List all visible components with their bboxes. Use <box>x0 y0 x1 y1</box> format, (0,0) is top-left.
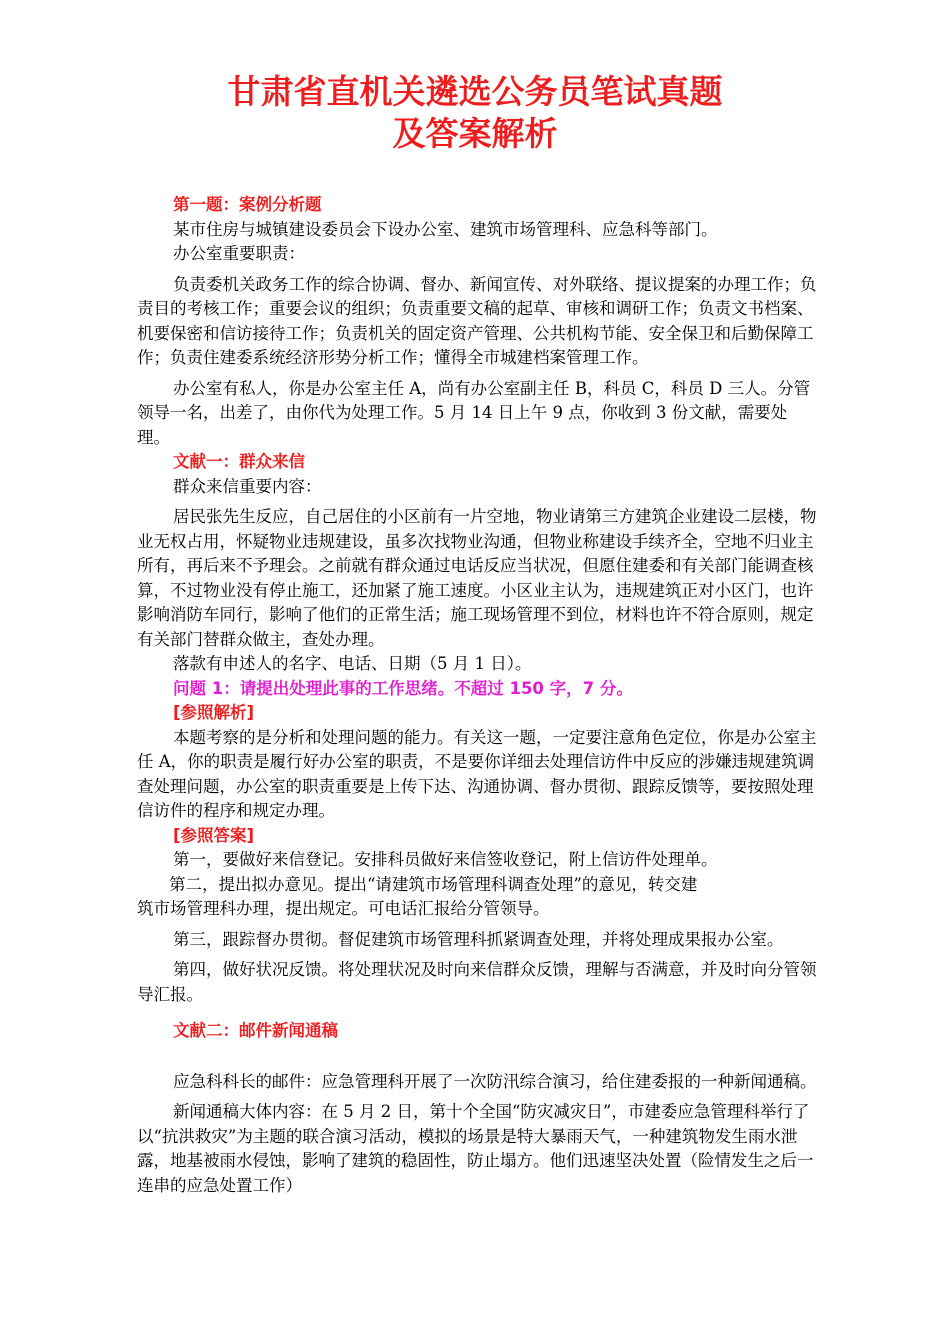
document-title-line1: 甘肃省直机关遴选公务员笔试真题 <box>227 72 723 111</box>
answer-item-1: 第一，要做好来信登记。安排科员做好来信签收登记，附上信访件处理单。 <box>173 850 718 869</box>
duties-paragraph: 负责委机关政务工作的综合协调、督办、新闻宣传、对外联络、提议提案的办理工作；负责目的考核工作；重要会议的组织；负责重要文稿的起草、审核和调研工作；负责文书档案、机要保密和信访接待工作；负责机关的固定资产管理、公共机构节能、安全保卫和后勤保障工作；负责住建委系统经济形势分析工作；懂得全市城建档案管理工作。 <box>137 274 817 367</box>
doc1-signature: 落款有申述人的名字、电话、日期（5 月 1 日）。 <box>173 654 532 673</box>
answer-item-2-line1: 第二，提出拟办意见。提出“请建筑市场管理科调查处理”的意见，转交建 <box>169 874 698 894</box>
question-1: 问题 1：请提出处理此事的工作思绪。不超过 150 字，7 分。 <box>173 678 633 698</box>
analysis-paragraph: 本题考察的是分析和处理问题的能力。有关这一题，一定要注意角色定位，你是办公室主任 A，你的职责是履行好办公室的职责，不是要你详细去处理信访件中反应的涉嫌违规建筑调查处理问题，办公室的职责重要是上传下达、沟通协调、督办贯彻、跟踪反馈等，要按照处理信访件的程序和规定办理。 <box>137 727 817 820</box>
answer-label: [参照答案] <box>173 825 255 845</box>
section1-intro: 某市住房与城镇建设委员会下设办公室、建筑市场管理科、应急科等部门。 <box>173 219 718 239</box>
section1-heading: 第一题：案例分析题 <box>173 195 322 214</box>
doc2-email: 应急科科长的邮件：应急管理科开展了一次防汛综合演习，给住建委报的一种新闻通稿。 <box>173 1071 817 1091</box>
answer-item-3: 第三，跟踪督办贯彻。督促建筑市场管理科抓紧调查处理，并将处理成果报办公室。 <box>173 929 784 949</box>
document-body <box>137 193 817 1198</box>
doc2-heading: 文献二：邮件新闻通稿 <box>173 1021 338 1040</box>
doc1-body: 居民张先生反应，自己居住的小区前有一片空地，物业请第三方建筑企业建设二层楼，物业无权占用，怀疑物业违规建设，虽多次找物业沟通，但物业称建设手续齐全，空地不归业主所有，再后来不予理会。之前就有群众通过电话反应当状况，但愿住建委和有关部门能调查核算，不过物业没有停止施工，还加紧了施工速度。小区业主认为，违规建筑正对小区门，也许影响消防车同行，影响了他们的正常生活；施工现场管理不到位，材料也许不符合原则，规定有关部门替群众做主，查处办理。 <box>137 507 817 649</box>
answer-item-4: 第四，做好状况反馈。将处理状况及时向来信群众反馈，理解与否满意，并及时向分管领导汇报。 <box>137 960 817 1004</box>
doc1-heading: 文献一：群众来信 <box>173 452 305 471</box>
duties-label: 办公室重要职责： <box>173 244 305 263</box>
doc2-content: 新闻通稿大体内容：在 5 月 2 日，第十个全国“防灾减灾日”，市建委应急管理科举行了以“抗洪救灾”为主题的联合演习活动，模拟的场景是特大暴雨天气，一种建筑物发生雨水泄露，地基被雨水侵蚀，影响了建筑的稳固性，防止塌方。他们迅速坚决处置（险情发生之后一连串的应急处置工作） <box>137 1102 814 1195</box>
doc1-label: 群众来信重要内容： <box>173 476 322 496</box>
document-title-line2: 及答案解析 <box>392 114 558 153</box>
scenario-paragraph: 办公室有私人，你是办公室主任 A，尚有办公室副主任 B，科员 C，科员 D 三人。分管领导一名，出差了，由你代为处理工作。5 月 14 日上午 9 点，你收到 3 份文献，需要处理。 <box>137 378 811 447</box>
answer-item-2-line2: 筑市场管理科办理，提出规定。可电话汇报给分管领导。 <box>137 899 550 918</box>
analysis-label: [参照解析] <box>173 703 255 722</box>
